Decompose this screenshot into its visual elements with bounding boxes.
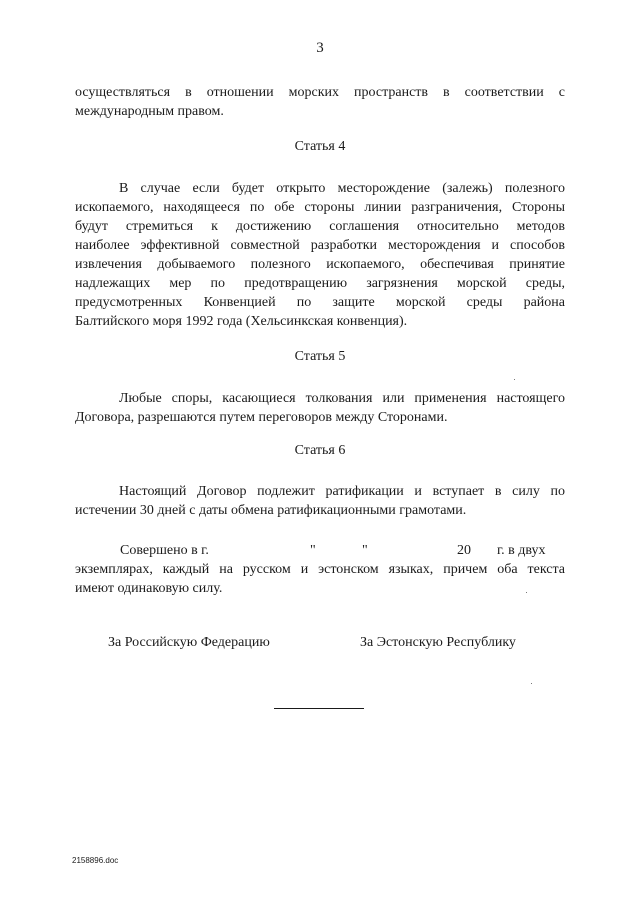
paragraph-line: В случае если будет открыто месторождение (залежь) полезного bbox=[119, 181, 565, 196]
paragraph-line: Настоящий Договор подлежит ратификации и вступает в силу по bbox=[119, 484, 565, 499]
paragraph-line: экземплярах, каждый на русском и эстонском языках, причем оба текста bbox=[75, 562, 565, 577]
intro-paragraph bbox=[75, 83, 565, 121]
paragraph-line: ископаемого, находящееся по обе стороны линии разграничения, Стороны bbox=[75, 200, 565, 215]
year-suffix: г. в двух bbox=[497, 543, 546, 558]
article-5-heading: Статья 5 bbox=[294, 349, 346, 364]
paragraph-line: будут стремиться к достижению соглашения относительно методов bbox=[75, 219, 565, 234]
paragraph-line: наиболее эффективной совместной разработки месторождения и способов bbox=[75, 238, 565, 253]
article-4-heading: Статья 4 bbox=[294, 139, 346, 154]
paragraph-line: международным правом. bbox=[75, 104, 224, 119]
closing-paragraph bbox=[75, 560, 565, 598]
article-6-paragraph bbox=[75, 482, 565, 520]
scan-speck bbox=[526, 592, 527, 593]
paragraph-line: Балтийского моря 1992 года (Хельсинкская конвенция). bbox=[75, 314, 408, 329]
paragraph-line: надлежащих мер по предотвращению загрязнения морской среды, bbox=[75, 276, 565, 291]
year-field: 20 bbox=[457, 543, 471, 558]
done-in-label: Совершено в г. bbox=[120, 543, 209, 558]
paragraph-line: предусмотренных Конвенцией по защите морской среды района bbox=[75, 295, 565, 310]
execution-line bbox=[120, 541, 565, 560]
paragraph-line: осуществляться в отношении морских пространств в соответствии с bbox=[75, 85, 565, 100]
paragraph-line: Договора, разрешаются путем переговоров между Сторонами. bbox=[75, 410, 448, 425]
article-6-heading: Статья 6 bbox=[294, 443, 346, 458]
paragraph-line: извлечения добываемого полезного ископаемого, обеспечивая принятие bbox=[75, 257, 565, 272]
paragraph-line: истечении 30 дней с даты обмена ратификационными грамотами. bbox=[75, 503, 467, 518]
closing-rule bbox=[274, 708, 364, 709]
scan-speck bbox=[514, 379, 515, 380]
article-4-paragraph bbox=[75, 179, 565, 331]
paragraph-line: имеют одинаковую силу. bbox=[75, 581, 223, 596]
article-5-paragraph bbox=[75, 389, 565, 427]
quote-open: " bbox=[310, 543, 316, 558]
signature-estonia: За Эстонскую Республику bbox=[360, 635, 516, 650]
paragraph-line: Любые споры, касающиеся толкования или применения настоящего bbox=[119, 391, 565, 406]
page-number: 3 bbox=[316, 40, 324, 56]
scan-speck bbox=[531, 683, 532, 684]
signature-russia: За Российскую Федерацию bbox=[108, 635, 270, 650]
footer-filename: 2158896.doc bbox=[72, 856, 119, 865]
quote-close: " bbox=[362, 543, 368, 558]
